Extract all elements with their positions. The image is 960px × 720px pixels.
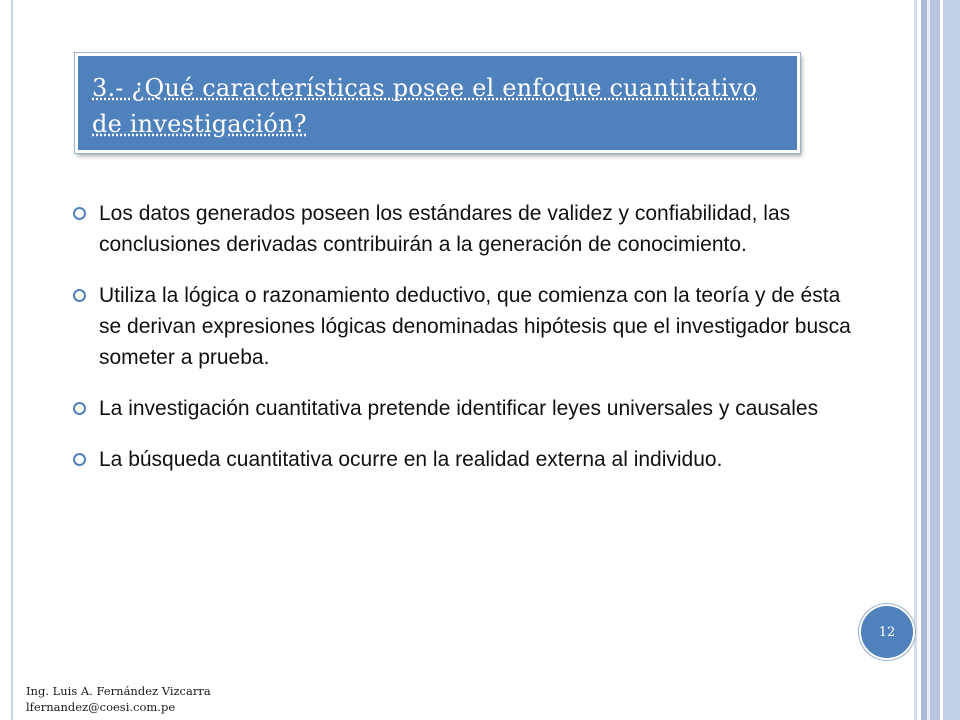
bullet-text: La investigación cuantitativa pretende identificar leyes universales y causales — [99, 397, 819, 420]
slide-title: 3.- ¿Qué características posee el enfoque cuantitativo de investigación? — [92, 74, 758, 138]
left-border-line — [11, 0, 13, 720]
list-item — [73, 444, 853, 475]
slide-title-box — [75, 53, 800, 153]
list-item — [73, 198, 853, 260]
ring-bullet-icon — [73, 289, 86, 302]
right-decorative-stripes — [914, 0, 960, 720]
bullet-text: La búsqueda cuantitativa ocurre en la realidad externa al individuo. — [99, 448, 723, 471]
bullet-text: Los datos generados poseen los estándares de validez y confiabilidad, las conclusiones derivadas contribuirán a la generación de conocimiento. — [99, 202, 791, 256]
ring-bullet-icon — [73, 402, 86, 415]
page-number-badge: 12 — [859, 604, 915, 660]
bullet-text: Utiliza la lógica o razonamiento deductivo, que comienza con la teoría y de ésta se derivan expresiones lógicas denominadas hipótesis que el investigador busca someter a prueba. — [99, 284, 851, 369]
ring-bullet-icon — [73, 453, 86, 466]
list-item — [73, 280, 853, 373]
footer-email: lfernandez@coesi.com.pe — [26, 700, 176, 714]
footer — [26, 683, 211, 715]
list-item — [73, 393, 853, 424]
bullet-list — [73, 198, 853, 495]
ring-bullet-icon — [73, 207, 86, 220]
footer-author: Ing. Luis A. Fernández Vizcarra — [26, 684, 211, 698]
